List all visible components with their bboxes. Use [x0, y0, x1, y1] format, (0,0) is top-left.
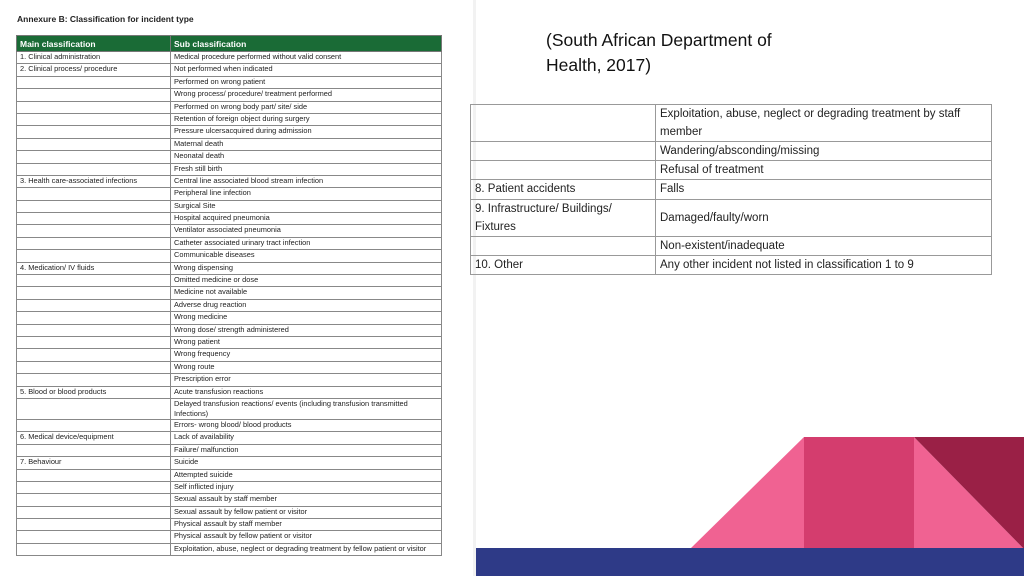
navy-footer-bar: [476, 548, 1024, 576]
table-row: [17, 299, 442, 311]
table-row: [17, 52, 442, 64]
sub-classification-cell: Neonatal death: [171, 151, 442, 163]
sub-classification-cell: Falls: [656, 180, 992, 199]
table-row: [17, 225, 442, 237]
classification-table-continued: [470, 104, 992, 275]
table-row: [17, 89, 442, 101]
main-classification-cell: 1. Clinical administration: [17, 52, 171, 64]
table-row: [17, 163, 442, 175]
main-classification-cell: 9. Infrastructure/ Buildings/ Fixtures: [471, 199, 656, 236]
table-row: [17, 275, 442, 287]
sub-classification-cell: Physical assault by fellow patient or visitor: [171, 531, 442, 543]
main-classification-cell: [17, 287, 171, 299]
sub-classification-cell: Omitted medicine or dose: [171, 275, 442, 287]
main-classification-cell: [471, 161, 656, 180]
main-classification-cell: 2. Clinical process/ procedure: [17, 64, 171, 76]
table-row: [17, 531, 442, 543]
sub-classification-cell: Ventilator associated pneumonia: [171, 225, 442, 237]
table-row: [17, 444, 442, 456]
main-classification-cell: [17, 494, 171, 506]
main-classification-cell: [17, 349, 171, 361]
main-classification-cell: [17, 398, 171, 419]
sub-classification-cell: Self inflicted injury: [171, 481, 442, 493]
main-classification-cell: [17, 213, 171, 225]
sub-classification-cell: Wrong dispensing: [171, 262, 442, 274]
main-classification-cell: [471, 142, 656, 161]
main-classification-cell: 6. Medical device/equipment: [17, 432, 171, 444]
table-row: [17, 481, 442, 493]
continued-table-body: [471, 105, 992, 275]
sub-classification-cell: Wandering/absconding/missing: [656, 142, 992, 161]
sub-classification-cell: Physical assault by staff member: [171, 519, 442, 531]
main-classification-cell: [17, 126, 171, 138]
table-row: [17, 113, 442, 125]
sub-classification-cell: Sexual assault by staff member: [171, 494, 442, 506]
table-row: [17, 175, 442, 187]
panel-divider: [473, 0, 476, 576]
sub-classification-cell: Suicide: [171, 457, 442, 469]
sub-classification-cell: Retention of foreign object during surgery: [171, 113, 442, 125]
sub-classification-cell: Wrong frequency: [171, 349, 442, 361]
sub-classification-cell: Errors- wrong blood/ blood products: [171, 419, 442, 431]
annexure-document: [0, 0, 473, 576]
main-classification-header: Main classification: [17, 36, 171, 52]
sub-classification-cell: Wrong dose/ strength administered: [171, 324, 442, 336]
sub-classification-cell: Pressure ulcersacquired during admission: [171, 126, 442, 138]
table-row: [471, 142, 992, 161]
sub-classification-cell: Delayed transfusion reactions/ events (including transfusion transmitted Infections): [171, 398, 442, 419]
table-row: [17, 250, 442, 262]
sub-classification-cell: Attempted suicide: [171, 469, 442, 481]
table-row: [17, 262, 442, 274]
citation-line-2: Health, 2017): [546, 55, 652, 75]
main-classification-cell: [17, 113, 171, 125]
main-classification-cell: [17, 312, 171, 324]
main-classification-cell: [17, 531, 171, 543]
table-row: [17, 506, 442, 518]
table-row: [17, 349, 442, 361]
table-row: [17, 287, 442, 299]
table-row: [17, 213, 442, 225]
table-row: [471, 161, 992, 180]
sub-classification-cell: Failure/ malfunction: [171, 444, 442, 456]
sub-classification-cell: Fresh still birth: [171, 163, 442, 175]
annexure-title: Annexure B: Classification for incident type: [17, 14, 194, 24]
sub-classification-cell: Central line associated blood stream infection: [171, 175, 442, 187]
table-row: [17, 101, 442, 113]
sub-classification-cell: Catheter associated urinary tract infection: [171, 237, 442, 249]
table-row: [17, 151, 442, 163]
main-classification-cell: [17, 101, 171, 113]
main-classification-cell: [17, 481, 171, 493]
main-classification-cell: 4. Medication/ IV fluids: [17, 262, 171, 274]
sub-classification-cell: Communicable diseases: [171, 250, 442, 262]
main-classification-cell: [17, 543, 171, 555]
sub-classification-cell: Wrong process/ procedure/ treatment performed: [171, 89, 442, 101]
table-row: [17, 361, 442, 373]
main-classification-cell: [17, 250, 171, 262]
sub-classification-cell: Wrong patient: [171, 336, 442, 348]
sub-classification-cell: Peripheral line infection: [171, 188, 442, 200]
main-classification-cell: [17, 275, 171, 287]
table-header-row: [17, 36, 442, 52]
main-classification-cell: [17, 200, 171, 212]
sub-classification-cell: Adverse drug reaction: [171, 299, 442, 311]
classification-table: [16, 35, 442, 556]
main-classification-cell: [471, 105, 656, 142]
table-row: [17, 138, 442, 150]
table-row: [17, 432, 442, 444]
sub-classification-cell: Refusal of treatment: [656, 161, 992, 180]
pink-triangle: [690, 437, 804, 549]
table-row: [17, 457, 442, 469]
sub-classification-cell: Surgical Site: [171, 200, 442, 212]
table-row: [17, 237, 442, 249]
main-classification-cell: [17, 237, 171, 249]
main-classification-cell: 5. Blood or blood products: [17, 386, 171, 398]
table-row: [17, 519, 442, 531]
sub-classification-cell: Performed on wrong body part/ site/ side: [171, 101, 442, 113]
table-row: [17, 188, 442, 200]
table-row: [17, 543, 442, 555]
main-classification-cell: [471, 236, 656, 255]
sub-classification-cell: Damaged/faulty/worn: [656, 199, 992, 236]
table-row: [471, 105, 992, 142]
table-row: [471, 255, 992, 274]
table-row: [471, 180, 992, 199]
table-row: [17, 398, 442, 419]
main-classification-cell: [17, 444, 171, 456]
sub-classification-cell: Exploitation, abuse, neglect or degrading treatment by staff member: [656, 105, 992, 142]
sub-classification-cell: Medical procedure performed without valid consent: [171, 52, 442, 64]
main-classification-cell: [17, 138, 171, 150]
main-classification-cell: [17, 76, 171, 88]
main-classification-cell: [17, 506, 171, 518]
sub-classification-cell: Wrong medicine: [171, 312, 442, 324]
main-classification-cell: [17, 89, 171, 101]
main-classification-cell: [17, 163, 171, 175]
sub-classification-cell: Exploitation, abuse, neglect or degrading treatment by fellow patient or visitor: [171, 543, 442, 555]
table-row: [17, 386, 442, 398]
main-classification-cell: [17, 519, 171, 531]
main-classification-cell: 10. Other: [471, 255, 656, 274]
table-row: [17, 324, 442, 336]
main-classification-cell: 8. Patient accidents: [471, 180, 656, 199]
table-row: [17, 494, 442, 506]
sub-classification-header: Sub classification: [171, 36, 442, 52]
main-classification-cell: 3. Health care-associated infections: [17, 175, 171, 187]
sub-classification-cell: Acute transfusion reactions: [171, 386, 442, 398]
main-classification-cell: [17, 188, 171, 200]
table-row: [17, 312, 442, 324]
table-row: [17, 126, 442, 138]
main-classification-cell: [17, 469, 171, 481]
sub-classification-cell: Non-existent/inadequate: [656, 236, 992, 255]
table-row: [471, 236, 992, 255]
main-classification-cell: [17, 361, 171, 373]
table-row: [17, 469, 442, 481]
table-row: [471, 199, 992, 236]
citation: [546, 28, 772, 78]
table-row: [17, 200, 442, 212]
sub-classification-cell: Maternal death: [171, 138, 442, 150]
main-classification-cell: [17, 225, 171, 237]
main-classification-cell: [17, 151, 171, 163]
main-classification-cell: 7. Behaviour: [17, 457, 171, 469]
sub-classification-cell: Medicine not available: [171, 287, 442, 299]
magenta-block: [804, 437, 914, 549]
main-classification-cell: [17, 419, 171, 431]
main-classification-cell: [17, 336, 171, 348]
table-row: [17, 64, 442, 76]
citation-line-1: (South African Department of: [546, 30, 772, 50]
sub-classification-cell: Prescription error: [171, 374, 442, 386]
main-classification-cell: [17, 374, 171, 386]
sub-classification-cell: Not performed when indicated: [171, 64, 442, 76]
table-row: [17, 419, 442, 431]
sub-classification-cell: Hospital acquired pneumonia: [171, 213, 442, 225]
table-row: [17, 336, 442, 348]
main-classification-cell: [17, 324, 171, 336]
sub-classification-cell: Wrong route: [171, 361, 442, 373]
sub-classification-cell: Performed on wrong patient: [171, 76, 442, 88]
table-row: [17, 76, 442, 88]
main-classification-cell: [17, 299, 171, 311]
sub-classification-cell: Any other incident not listed in classification 1 to 9: [656, 255, 992, 274]
classification-table-body: [17, 52, 442, 556]
sub-classification-cell: Sexual assault by fellow patient or visitor: [171, 506, 442, 518]
sub-classification-cell: Lack of availability: [171, 432, 442, 444]
decorative-triangles: [690, 437, 1024, 549]
table-row: [17, 374, 442, 386]
